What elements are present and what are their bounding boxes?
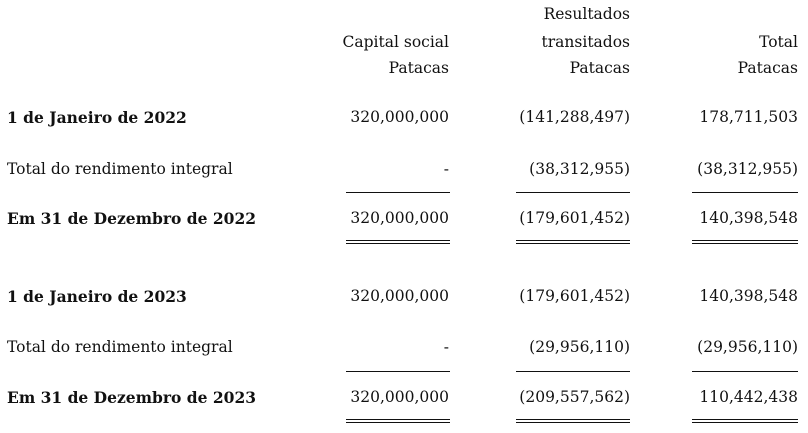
row-label: 1 de Janeiro de 2022 bbox=[7, 108, 187, 127]
header-capital-social: Capital social bbox=[342, 33, 449, 51]
total-value: 110,442,438 bbox=[699, 388, 798, 406]
header-resultados-line2: transitados bbox=[541, 33, 630, 51]
rule-capital bbox=[346, 371, 450, 372]
total-value: 140,398,548 bbox=[699, 209, 798, 227]
row-label: Em 31 de Dezembro de 2023 bbox=[7, 388, 257, 407]
resultados-value: (29,956,110) bbox=[529, 338, 630, 356]
resultados-value: (141,288,497) bbox=[519, 108, 630, 126]
capital-value: - bbox=[443, 338, 449, 356]
rule-resultados bbox=[516, 192, 630, 193]
total-value: (38,312,955) bbox=[697, 160, 798, 178]
header-total: Total bbox=[759, 33, 798, 51]
row-label: Total do rendimento integral bbox=[7, 338, 233, 356]
header-capital-unit: Patacas bbox=[388, 59, 449, 77]
row-label: 1 de Janeiro de 2023 bbox=[7, 287, 187, 306]
row-label: Em 31 de Dezembro de 2022 bbox=[7, 209, 257, 228]
resultados-value: (179,601,452) bbox=[519, 287, 630, 305]
capital-value: 320,000,000 bbox=[350, 388, 449, 406]
rule-total bbox=[692, 192, 798, 193]
double-rule-total bbox=[692, 240, 798, 244]
rule-total bbox=[692, 371, 798, 372]
capital-value: - bbox=[443, 160, 449, 178]
rule-resultados bbox=[516, 371, 630, 372]
header-resultados-line1: Resultados bbox=[543, 5, 630, 23]
double-rule-capital bbox=[346, 419, 450, 423]
capital-value: 320,000,000 bbox=[350, 287, 449, 305]
resultados-value: (38,312,955) bbox=[529, 160, 630, 178]
double-rule-resultados bbox=[516, 240, 630, 244]
resultados-value: (179,601,452) bbox=[519, 209, 630, 227]
total-value: 178,711,503 bbox=[699, 108, 798, 126]
resultados-value: (209,557,562) bbox=[519, 388, 630, 406]
double-rule-capital bbox=[346, 240, 450, 244]
header-total-unit: Patacas bbox=[737, 59, 798, 77]
row-label: Total do rendimento integral bbox=[7, 160, 233, 178]
capital-value: 320,000,000 bbox=[350, 108, 449, 126]
header-resultados-unit: Patacas bbox=[569, 59, 630, 77]
total-value: 140,398,548 bbox=[699, 287, 798, 305]
total-value: (29,956,110) bbox=[697, 338, 798, 356]
double-rule-total bbox=[692, 419, 798, 423]
capital-value: 320,000,000 bbox=[350, 209, 449, 227]
rule-capital bbox=[346, 192, 450, 193]
double-rule-resultados bbox=[516, 419, 630, 423]
